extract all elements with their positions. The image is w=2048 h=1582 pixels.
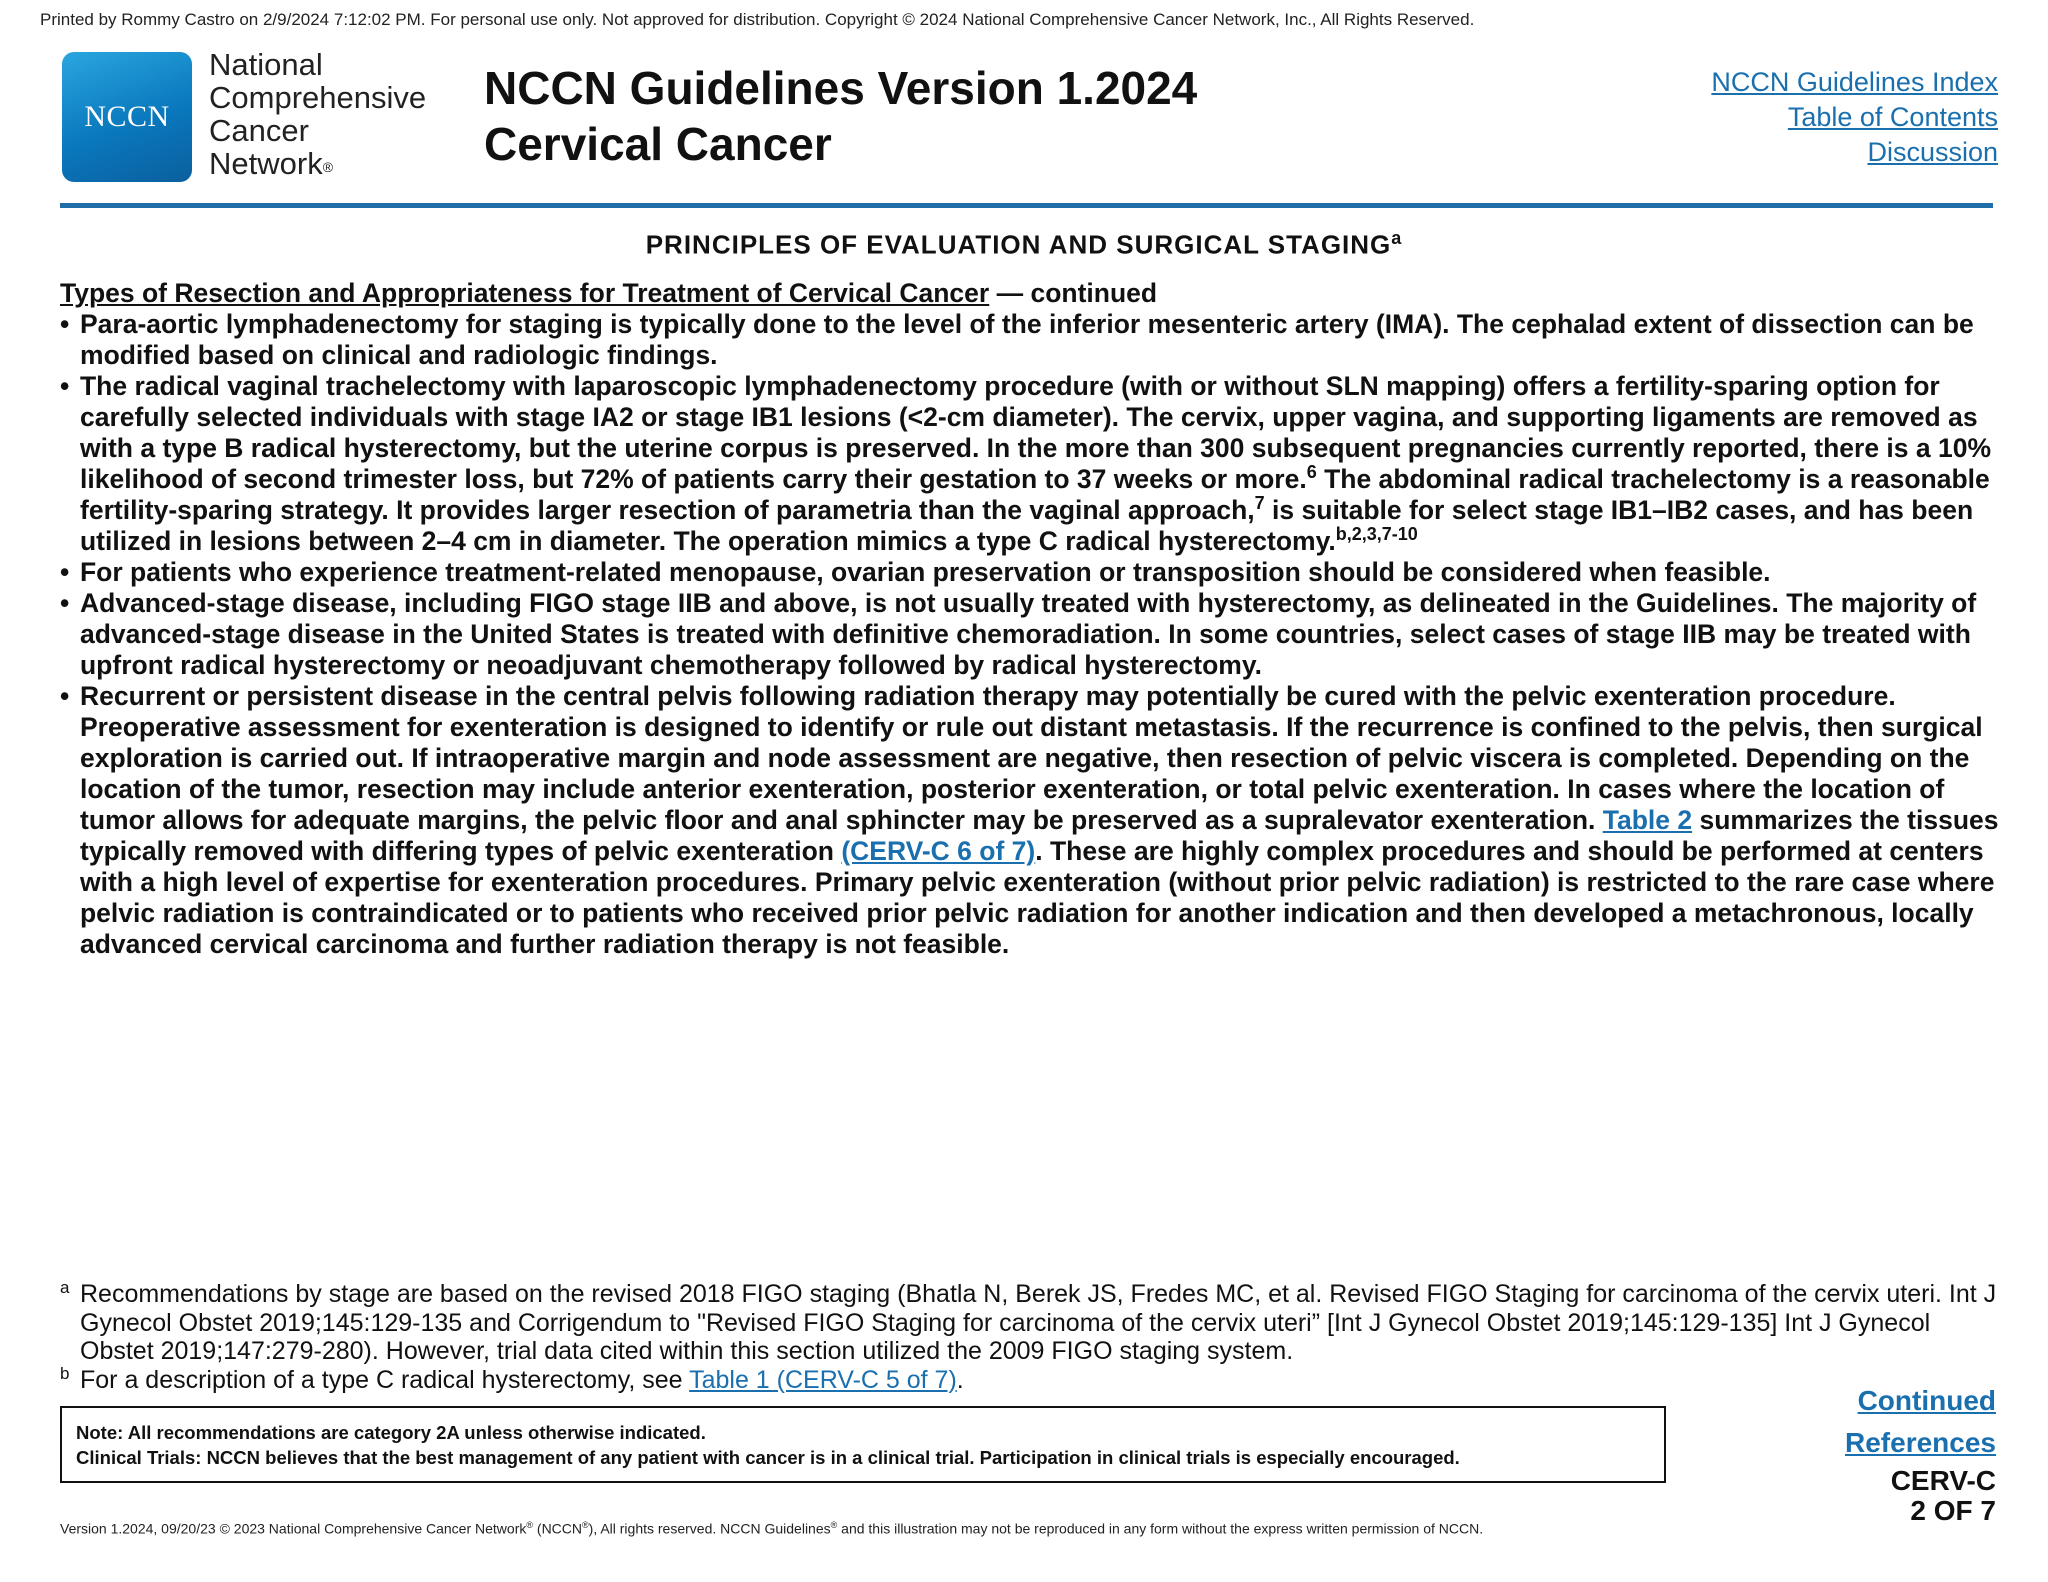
nccn-logo [62,52,192,182]
footnote-a: a Recommendations by stage are based on the revised 2018 FIGO staging (Bhatla N, Berek JS, Fredes MC, et al. Revised FIGO Staging for carcinoma of the cervix uteri. Int J Gynecol Obstet 2019;145:129-135 and Corrigendum to "Revised FIGO Staging for carcinoma of the cervix uteri” [Int J Gynecol Obstet 2019;145:129-135] Int J Gynecol Obstet 2019;147:279-280). However, trial data cited within this section utilized the 2009 FIGO staging system. [60,1278,1997,1365]
print-notice: Printed by Rommy Castro on 2/9/2024 7:12:02 PM. For personal use only. Not approved for distribution. Copyright © 2024 National Comprehensive Cancer Network, Inc., All Rights Reserved. [40,10,1475,29]
title-version: NCCN Guidelines Version 1.2024 [484,62,1198,114]
note-box [60,1406,1666,1483]
main-content [60,278,2000,960]
bullet-advanced-stage: • Advanced-stage disease, including FIGO stage IIB and above, is not usually treated with hysterectomy, as delineated in the Guidelines. The majority of advanced-stage disease in the United States is treated with definitive chemoradiation. In some countries, select cases of stage IIB may be treated with upfront radical hysterectomy or neoadjuvant chemotherapy followed by radical hysterectomy. [60,588,2000,681]
page-number: 2 OF 7 [1910,1495,1996,1526]
cerv-c-6-link[interactable]: (CERV-C 6 of 7) [841,836,1036,866]
bottom-nav [1845,1380,1996,1464]
discussion-link[interactable]: Discussion [1867,137,1998,167]
references-link[interactable]: References [1845,1427,1996,1458]
table-of-contents-link[interactable]: Table of Contents [1787,102,1998,132]
footnotes [60,1280,2000,1394]
title-disease: Cervical Cancer [484,118,832,170]
header-divider [60,203,1993,208]
page-code: CERV-C [1890,1465,1996,1496]
logo-line-3: Cancer [209,113,309,148]
bullet-list [60,309,2000,960]
logo-abbr: NCCN [84,100,170,133]
note-clinical-trials: Clinical Trials: NCCN believes that the best management of any patient with cancer is in a clinical trial. Participation in clinical trials is especially encouraged. [76,1447,1460,1468]
logo-line-1: National [209,47,323,82]
note-category: Note: All recommendations are category 2A unless otherwise indicated. [76,1422,706,1443]
section-heading: PRINCIPLES OF EVALUATION AND SURGICAL STAGING$^a$ [645,228,1403,260]
page-identifier [1891,1466,1996,1526]
table-1-link[interactable]: Table 1 (CERV-C 5 of 7) [689,1365,957,1394]
guidelines-index-link[interactable]: NCCN Guidelines Index [1711,67,1998,97]
continued-link[interactable]: Continued [1857,1385,1996,1416]
logo-registered: ® [322,159,334,175]
footnote-b: b For a description of a type C radical hysterectomy, see Table 1 (CERV-C 5 of 7). [60,1363,964,1394]
logo-wordmark [209,48,426,180]
logo-line-4: Network [209,146,323,181]
header-nav [1711,65,1998,170]
footer-copyright: Version 1.2024, 09/20/23 © 2023 National Comprehensive Cancer Network® (NCCN®), All rights reserved. NCCN Guidelines® and this illustration may not be reproduced in any form without the express written permission of NCCN. [60,1520,1484,1537]
heading-footnote-ref: a [1391,228,1403,248]
bullet-ovarian-preservation: • For patients who experience treatment-related menopause, ovarian preservation or transposition should be considered when feasible. [60,557,2000,588]
logo-line-2: Comprehensive [209,80,427,115]
subheading: Types of Resection and Appropriateness for Treatment of Cervical Cancer — continued [60,278,1158,308]
bullet-trachelectomy: • The radical vaginal trachelectomy with laparoscopic lymphadenectomy procedure (with or without SLN mapping) offers a fertility-sparing option for carefully selected individuals with stage IA2 or stage IB1 lesions (<2-cm diameter). The cervix, upper vagina, and supporting ligaments are removed as with a type B radical hysterectomy, but the uterine corpus is preserved. In the more than 300 subsequent pregnancies currently reported, there is a 10% likelihood of second trimester loss, but 72% of patients carry their gestation to 37 weeks or more.$^6$ The abdominal radical trachelectomy is a reasonable fertility-sparing strategy. It provides larger resection of parametria than the vaginal approach,$^7$ is suitable for select stage IB1–IB2 cases, and has been utilized in lesions between 2–4 cm in diameter. The operation mimics a type C radical hysterectomy.$^{b,2,3,7-10}$ [60,371,2000,557]
table-2-link[interactable]: Table 2 [1602,805,1693,835]
bullet-para-aortic: • Para-aortic lymphadenectomy for staging is typically done to the level of the inferior mesenteric artery (IMA). The cephalad extent of dissection can be modified based on clinical and radiologic findings. [60,309,2000,371]
page-title [484,60,1197,172]
bullet-exenteration: • Recurrent or persistent disease in the central pelvis following radiation therapy may potentially be cured with the pelvic exenteration procedure. Preoperative assessment for exenteration is designed to identify or rule out distant metastasis. If the recurrence is confined to the pelvis, then surgical exploration is carried out. If intraoperative margin and node assessment are negative, then resection of pelvic viscera is completed. Depending on the location of the tumor, resection may include anterior exenteration, posterior exenteration, or total pelvic exenteration. In cases where the location of tumor allows for adequate margins, the pelvic floor and anal sphincter may be preserved as a supralevator exenteration. Table 2 summarizes the tissues typically removed with differing types of pelvic exenteration (CERV-C 6 of 7). These are highly complex procedures and should be performed at centers with a high level of expertise for exenteration procedures. Primary pelvic exenteration (without prior pelvic radiation) is restricted to the rare case where pelvic radiation is contraindicated or to patients who received prior pelvic radiation for another indication and then developed a metachronous, locally advanced cervical carcinoma and further radiation therapy is not feasible. [60,681,2000,960]
